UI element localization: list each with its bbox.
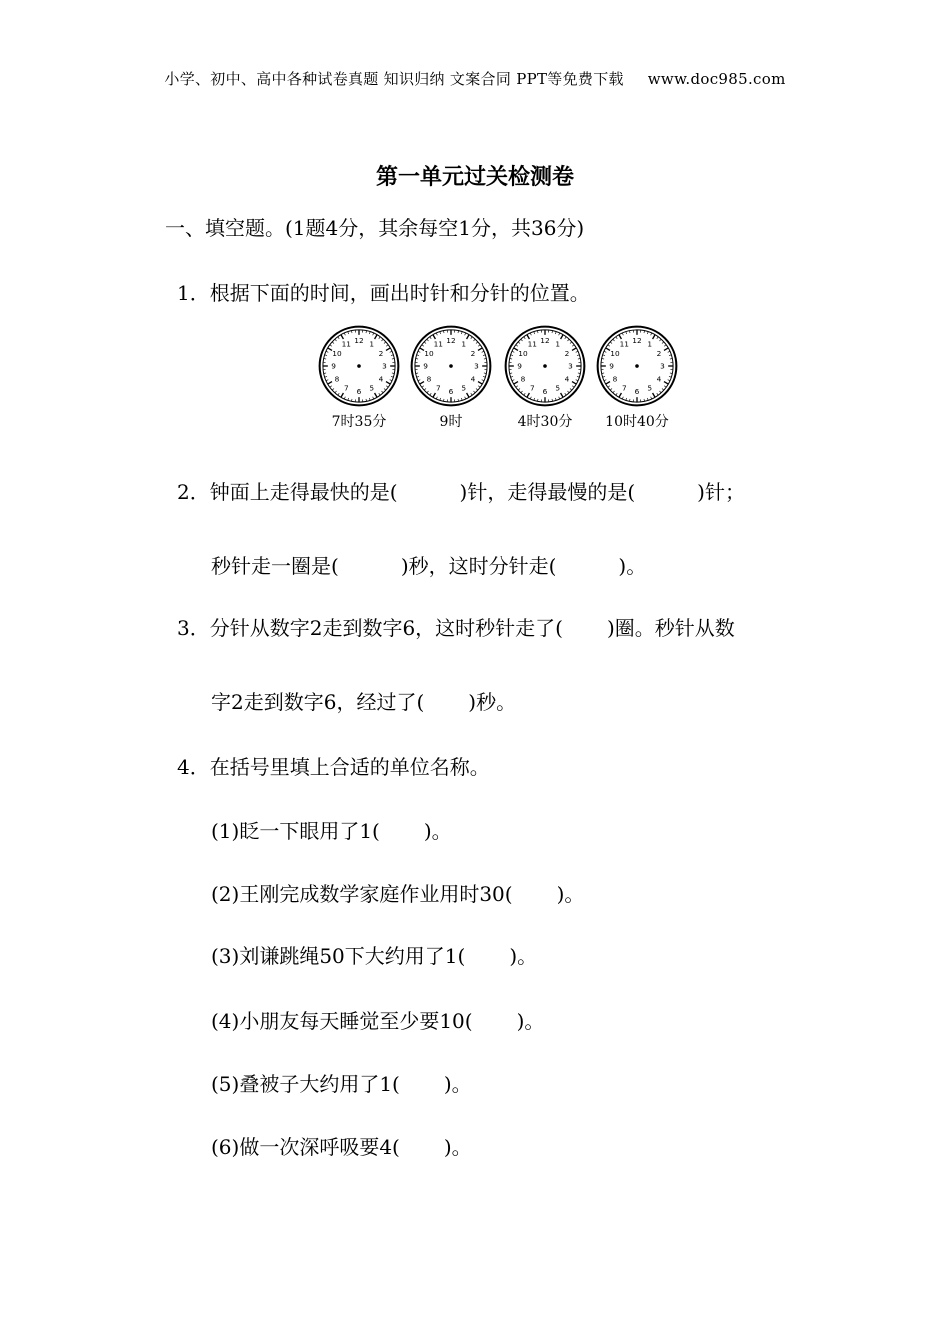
unit-item-end: )。	[423, 819, 452, 843]
question-4: 4．在括号里填上合适的单位名称。	[177, 755, 490, 779]
clock-number: 3	[474, 361, 479, 371]
clock-number: 3	[568, 361, 573, 371]
q2-text: 2．钟面上走得最快的是(	[177, 480, 398, 504]
clock-svg	[504, 325, 586, 407]
question-2-line-2	[211, 550, 646, 579]
unit-item-end: )。	[509, 944, 538, 968]
question-1: 1．根据下面的时间，画出时针和分针的位置。	[177, 281, 590, 305]
unit-item-end: )。	[556, 882, 585, 906]
clock-label: 7时35分	[331, 414, 387, 430]
unit-item	[211, 1068, 472, 1097]
clock-center-dot	[357, 364, 361, 368]
clock-number: 6	[448, 387, 454, 397]
section-heading: 一、填空题。(1题4分，其余每空1分，共36分)	[165, 216, 585, 240]
clock-number: 10	[610, 348, 620, 358]
q2-text: )秒，这时分针走(	[400, 554, 557, 578]
unit-item	[211, 815, 452, 844]
clock-face[interactable]	[318, 325, 400, 407]
unit-item-text: (1)眨一下眼用了1(	[211, 819, 380, 843]
clock-svg	[410, 325, 492, 407]
unit-item-text: (4)小朋友每天睡觉至少要10(	[211, 1009, 473, 1033]
clock-center-dot	[543, 364, 547, 368]
clock-number: 8	[334, 374, 340, 384]
clock-number: 5	[369, 383, 375, 393]
clock-number: 7	[435, 383, 441, 393]
q3-text: 3．分针从数字2走到数字6，这时秒针走了(	[177, 616, 563, 640]
clock-number: 4	[656, 374, 662, 384]
clock-number: 8	[426, 374, 432, 384]
unit-item	[211, 940, 537, 969]
question-3-line-1	[177, 612, 735, 641]
clock-number: 5	[555, 383, 561, 393]
clock-number: 6	[542, 387, 548, 397]
clock-label: 10时40分	[605, 414, 669, 430]
clock-number: 4	[470, 374, 476, 384]
unit-item-text: (3)刘谦跳绳50下大约用了1(	[211, 944, 466, 968]
page-header	[0, 68, 950, 89]
q2-text: )。	[618, 554, 647, 578]
unit-item-text: (6)做一次深呼吸要4(	[211, 1135, 400, 1159]
q3-text: )秒。	[468, 690, 517, 714]
q3-text: )圈。秒针从数	[606, 616, 735, 640]
clock-number: 12	[540, 336, 550, 346]
clock-number: 6	[356, 387, 362, 397]
clock-number: 11	[341, 339, 351, 349]
clock-number: 11	[527, 339, 537, 349]
clock-number: 11	[619, 339, 629, 349]
clock-number: 8	[612, 374, 618, 384]
clock-center-dot	[635, 364, 639, 368]
clock-number: 10	[332, 348, 342, 358]
unit-item-end: )。	[443, 1072, 472, 1096]
clock-number: 7	[343, 383, 349, 393]
clock-number: 5	[647, 383, 653, 393]
clock-number: 10	[424, 348, 434, 358]
question-3-line-2	[211, 686, 516, 715]
unit-item-text: (2)王刚完成数学家庭作业用时30(	[211, 882, 513, 906]
clock-label: 9时	[439, 414, 463, 430]
unit-item-end: )。	[443, 1135, 472, 1159]
q2-text: )针；	[697, 480, 745, 504]
clock-number: 9	[517, 361, 522, 371]
clock-number: 1	[555, 339, 561, 349]
clock-number: 7	[621, 383, 627, 393]
clock-number: 2	[564, 348, 570, 358]
q3-text: 字2走到数字6，经过了(	[211, 690, 425, 714]
unit-item	[211, 878, 584, 907]
unit-item	[211, 1005, 544, 1034]
clock-row	[314, 325, 684, 435]
clock-number: 9	[609, 361, 614, 371]
clock-number: 4	[564, 374, 570, 384]
clock-number: 1	[647, 339, 653, 349]
clock-svg	[596, 325, 678, 407]
clock-number: 2	[378, 348, 384, 358]
clock-number: 7	[529, 383, 535, 393]
clock-face[interactable]	[596, 325, 678, 407]
clock-face[interactable]	[504, 325, 586, 407]
clock-number: 6	[634, 387, 640, 397]
clock-number: 3	[660, 361, 665, 371]
clock-number: 4	[378, 374, 384, 384]
clock-number: 12	[446, 336, 456, 346]
clock-number: 5	[461, 383, 467, 393]
clock-number: 2	[656, 348, 662, 358]
clock-label: 4时30分	[517, 414, 573, 430]
clock-face[interactable]	[410, 325, 492, 407]
clock-number: 2	[470, 348, 476, 358]
clock-number: 1	[369, 339, 375, 349]
unit-item-end: )。	[516, 1009, 545, 1033]
clock-number: 9	[423, 361, 428, 371]
clock-center-dot	[449, 364, 453, 368]
clock-number: 9	[331, 361, 336, 371]
q2-text: 秒针走一圈是(	[211, 554, 339, 578]
question-2-line-1	[177, 476, 745, 505]
clock-number: 1	[461, 339, 467, 349]
clock-number: 11	[433, 339, 443, 349]
clock-number: 10	[518, 348, 528, 358]
header-site: www.doc985.com	[647, 70, 786, 88]
clock-number: 8	[520, 374, 526, 384]
clock-svg	[318, 325, 400, 407]
clock-number: 12	[632, 336, 642, 346]
header-text: 小学、初中、高中各种试卷真题 知识归纳 文案合同 PPT等免费下载	[164, 70, 624, 88]
clock-number: 3	[382, 361, 387, 371]
page-title: 第一单元过关检测卷	[375, 165, 574, 190]
unit-item-text: (5)叠被子大约用了1(	[211, 1072, 400, 1096]
unit-item	[211, 1131, 472, 1160]
clock-number: 12	[354, 336, 364, 346]
q2-text: )针，走得最慢的是(	[459, 480, 636, 504]
